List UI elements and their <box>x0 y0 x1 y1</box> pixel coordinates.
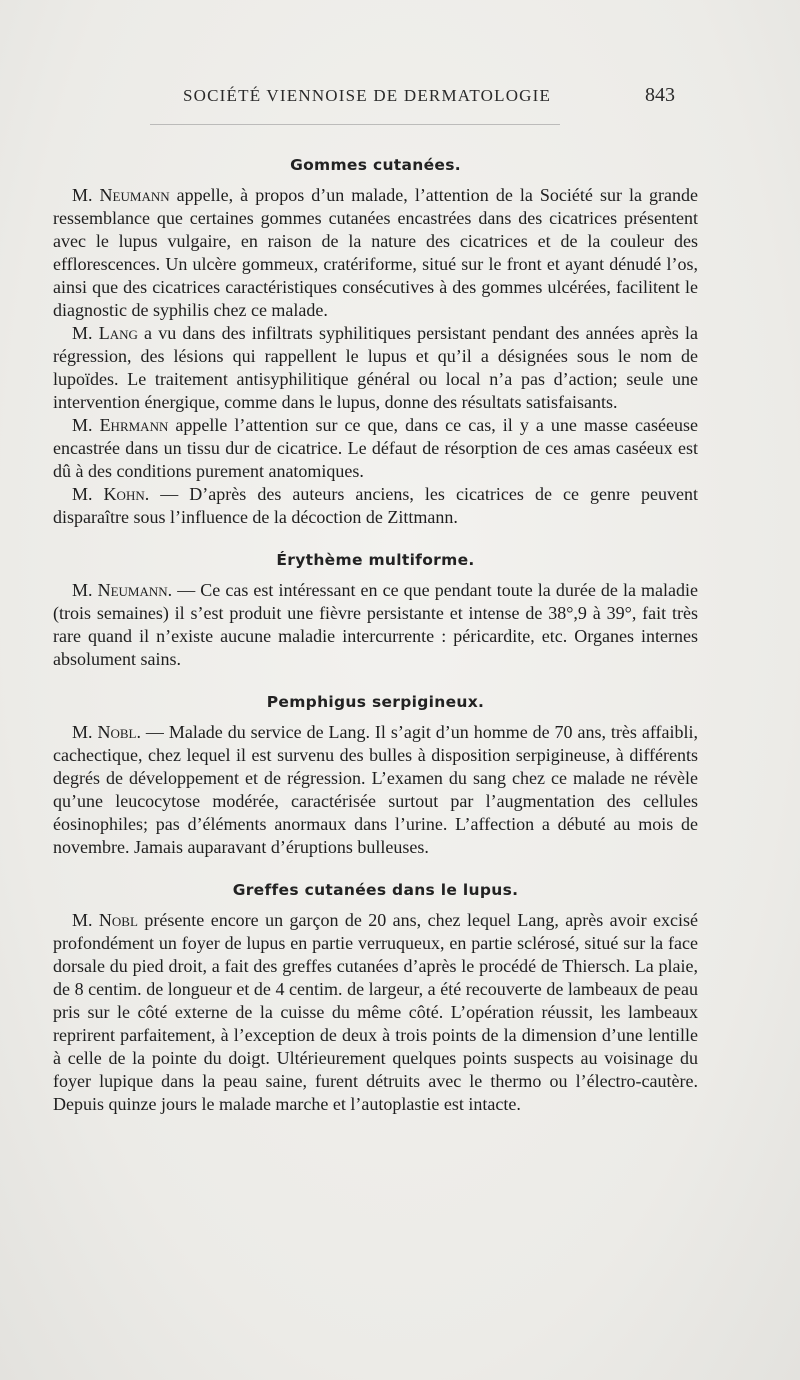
page-header <box>0 82 800 112</box>
section-title: Pemphigus serpigineux. <box>266 693 485 711</box>
speaker-name: M. Neumann <box>72 185 170 205</box>
paragraph-text: — Ce cas est intéressant en ce que pendant toute la durée de la maladie (trois semaines) il s’est produit une fièvre persistante et intense de 38°,9 à 39°, fait très rare quand il n’existe aucune maladie intercurrente : péricardite, etc. Organes internes absolument sains. <box>53 580 698 669</box>
section-title: Gommes cutanées. <box>290 156 461 174</box>
paragraph <box>53 909 698 1116</box>
section-gap <box>53 671 698 693</box>
section-erytheme-multiforme <box>53 551 698 671</box>
paragraph <box>53 322 698 414</box>
section-gommes-cutanees <box>53 156 698 529</box>
paragraph-text: appelle, à propos d’un malade, l’attention de la Société sur la grande ressemblance que certaines gommes cutanées encastrées dans des cicatrices présentent avec le lupus vulgaire, en raison de la nature des cicatrices et de la couleur des efflorescences. Un ulcère gommeux, cratériforme, situé sur le front et ayant dénudé l’os, ainsi que des cicatrices caractéristiques consécutives à des gommes ulcérées, facilitent le diagnostic de syphilis chez ce malade. <box>53 185 698 320</box>
paragraph-text: — D’après des auteurs anciens, les cicatrices de ce genre peuvent disparaître sous l’influence de la décoction de Zittmann. <box>53 484 699 527</box>
paragraph <box>53 414 698 483</box>
paragraph-text: a vu dans des infiltrats syphilitiques persistant pendant des années après la régression, des lésions qui rappellent le lupus et qu’il a désignées sous le nom de lupoïdes. Le traitement antisyphilitique général ou local n’a pas d’action; seule une intervention énergique, comme dans le lupus, donne des résultats satisfaisants. <box>53 323 698 412</box>
speaker-name: M. Ehrmann <box>72 415 169 435</box>
speaker-name: M. Nobl <box>72 910 138 930</box>
paragraph-text: appelle l’attention sur ce que, dans ce cas, il y a une masse caséeuse encastrée dans un tissu dur de cicatrice. Le défaut de résorption de ces amas caséeux est dû à des conditions purement anatomiques. <box>53 415 698 481</box>
speaker-name: M. Neumann. <box>72 580 173 600</box>
section-pemphigus-serpigineux <box>53 693 698 859</box>
running-title: SOCIÉTÉ VIENNOISE DE DERMATOLOGIE <box>183 86 552 105</box>
section-title: Greffes cutanées dans le lupus. <box>232 881 519 899</box>
paragraph <box>53 721 698 859</box>
section-title: Érythème multiforme. <box>276 551 475 569</box>
speaker-name: M. Kohn. <box>72 484 150 504</box>
speaker-name: M. Nobl. <box>72 722 141 742</box>
speaker-name: M. Lang <box>72 323 138 343</box>
paragraph-text: présente encore un garçon de 20 ans, chez lequel Lang, après avoir excisé profondément un foyer de lupus en partie verruqueux, en partie sclérosé, situé sur la face dorsale du pied droit, a fait des greffes cutanées d’après le procédé de Thiersch. La plaie, de 8 centim. de longueur et de 4 centim. de largeur, a été recouverte de lambeaux de peau pris sur le côté externe de la cuisse du même côté. L’opération réussit, les lambeaux reprirent parfaitement, à l’exception de deux à trois points de la dimension d’une lentille à celle de la pointe du doigt. Ultérieurement quelques points suspects au voisinage du foyer lupique dans la peau saine, furent détruits avec le thermo ou l’électro-cautère. Depuis quinze jours le malade marche et l’autoplastie est intacte. <box>53 910 698 1114</box>
paragraph <box>53 483 698 529</box>
section-greffes-cutanees <box>53 881 698 1116</box>
paragraph <box>53 579 698 671</box>
paragraph-text: — Malade du service de Lang. Il s’agit d’un homme de 70 ans, très affaibli, cachectique, chez lequel il est survenu des bulles à disposition serpigineuse, à différents degrés de développement et de régression. L’examen du sang chez ce malade ne révèle qu’une leucocytose modérée, caractérisée surtout par l’augmentation des cellules éosinophiles; pas d’éléments anormaux dans l’urine. L’affection a débuté au mois de novembre. Jamais auparavant d’éruptions bulleuses. <box>53 722 698 857</box>
page-number: 843 <box>645 84 675 106</box>
section-gap <box>53 529 698 551</box>
section-gap <box>53 859 698 881</box>
paragraph <box>53 184 698 322</box>
header-rule <box>150 124 560 125</box>
page-body <box>53 156 698 1116</box>
